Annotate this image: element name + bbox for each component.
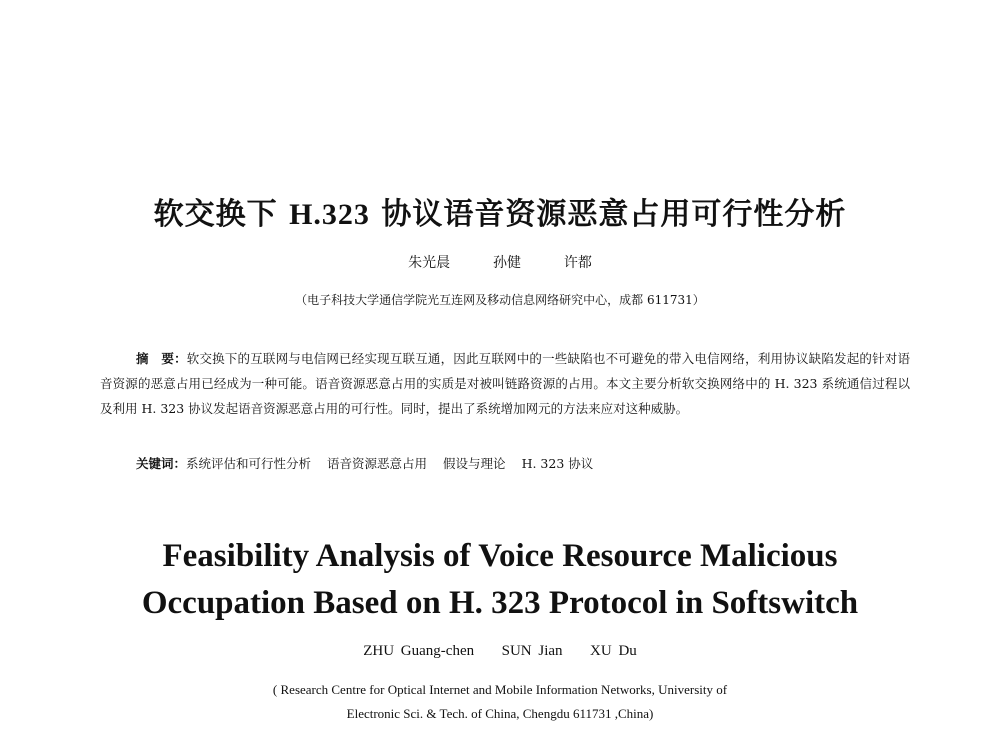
chinese-author-3: 许都 [563, 255, 592, 271]
english-title [0, 533, 1000, 627]
english-author-2: SUN Jian [501, 643, 563, 659]
chinese-abstract-label: 摘 要： [136, 351, 187, 366]
english-affiliation-line-2: Electronic Sci. & Tech. of China, Chengdu 611731 ,China) [346, 706, 654, 721]
keyword-item: 语音资源恶意占用 [327, 456, 428, 471]
keyword-item: 假设与理论 [443, 456, 506, 471]
chinese-title-prefix: 软交换下 [153, 197, 278, 232]
chinese-title-suffix: 协议语音资源恶意占用可行性分析 [381, 197, 847, 232]
english-affiliation [0, 678, 1000, 726]
english-author-3: XU Du [590, 643, 637, 659]
chinese-title [0, 193, 1000, 237]
chinese-author-2: 孙健 [493, 255, 521, 271]
english-title-line-1: Feasibility Analysis of Voice Resource Malicious [162, 538, 838, 574]
keyword-item: 系统评估和可行性分析 [186, 456, 312, 471]
chinese-abstract [100, 346, 910, 421]
chinese-author-1: 朱光晨 [408, 255, 451, 271]
chinese-keywords-label: 关键词： [136, 456, 187, 471]
english-authors [0, 640, 1000, 662]
english-affiliation-line-1: ( Research Centre for Optical Internet and Mobile Information Networks, University of [272, 682, 728, 697]
english-title-line-2: Occupation Based on H. 323 Protocol in Softswitch [141, 585, 859, 621]
chinese-authors [0, 252, 1000, 274]
chinese-abstract-text: 软交换下的互联网与电信网已经实现互联互通，因此互联网中的一些缺陷也不可避免的带入电信网络，利用协议缺陷发起的针对语音资源的恶意占用已经成为一种可能。语音资源恶意占用的实质是对被叫链路资源的占用。本文主要分析软交换网络中的 H. 323 系统通信过程以及利用 H. 323 协议发起语音资源恶意占用的可行性。同时，提出了系统增加网元的方法来应对这种威胁。 [100, 351, 910, 416]
chinese-affiliation: （电子科技大学通信学院光互连网及移动信息网络研究中心，成都 611731） [295, 293, 705, 307]
english-author-1: ZHU Guang-chen [363, 643, 475, 659]
chinese-title-protocol: H.323 [289, 198, 370, 231]
chinese-keywords [136, 453, 916, 475]
keyword-item: H. 323 协议 [521, 456, 594, 471]
